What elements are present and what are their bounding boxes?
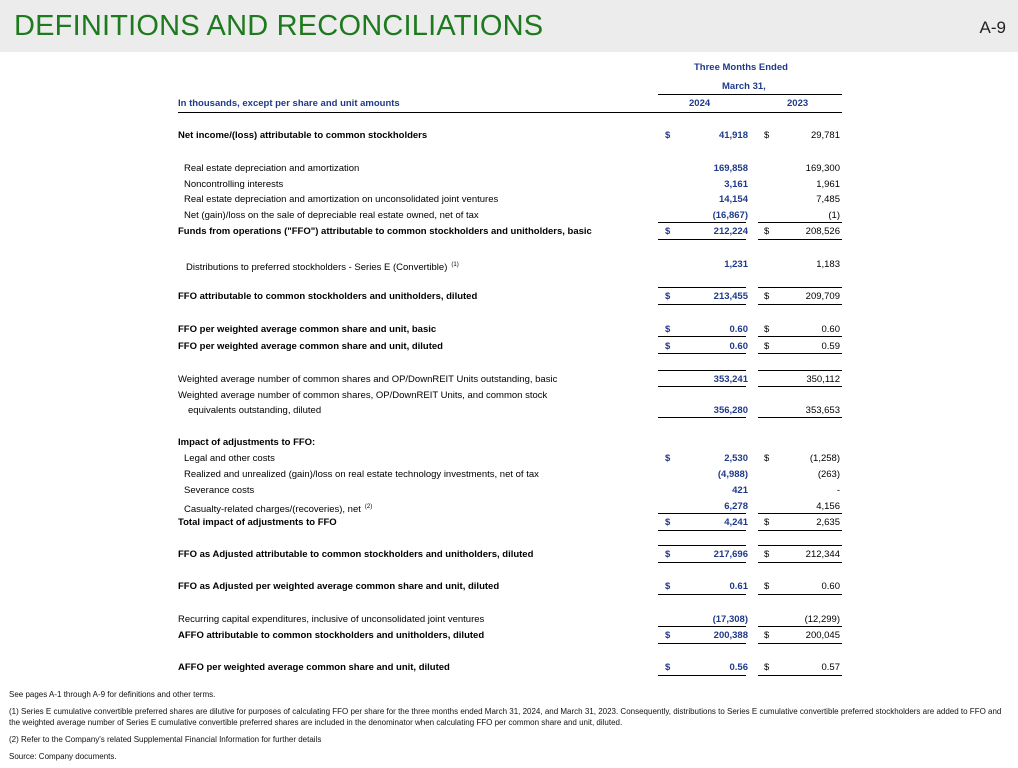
total-rule <box>758 643 842 644</box>
value-2024: (4,988) <box>717 469 748 480</box>
total-rule <box>658 336 746 337</box>
value-2023: 0.57 <box>821 662 840 673</box>
footnote-marker: (2) <box>364 504 373 510</box>
value-2024: (17,308) <box>712 614 748 625</box>
currency-symbol: $ <box>665 291 671 302</box>
currency-symbol: $ <box>665 226 671 237</box>
currency-symbol: $ <box>764 341 770 352</box>
total-rule <box>758 675 842 676</box>
footnote-see-pages: See pages A-1 through A-9 for definitions and other terms. <box>9 690 216 699</box>
total-rule <box>658 530 746 531</box>
total-rule <box>758 239 842 240</box>
currency-symbol: $ <box>665 549 671 560</box>
footnote-source: Source: Company documents. <box>9 752 117 761</box>
total-rule <box>658 239 746 240</box>
row-label: Distributions to preferred stockholders - Series E (Convertible) $^{(1)}$ <box>186 262 459 274</box>
row-label: Noncontrolling interests <box>184 179 284 190</box>
value-2023: 212,344 <box>805 549 840 560</box>
header-rule <box>658 94 842 95</box>
value-2024: 0.60 <box>729 324 748 335</box>
value-2023: 0.60 <box>821 581 840 592</box>
currency-symbol: $ <box>764 517 770 528</box>
currency-symbol: $ <box>665 453 671 464</box>
row-label: Real estate depreciation and amortization <box>184 163 360 174</box>
value-2024: 356,280 <box>713 405 748 416</box>
currency-symbol: $ <box>764 324 770 335</box>
currency-symbol: $ <box>764 130 770 141</box>
section-heading: Impact of adjustments to FFO: <box>178 437 316 448</box>
value-2023: 2,635 <box>816 517 840 528</box>
value-2023: - <box>836 485 840 496</box>
row-label: Weighted average number of common shares and OP/DownREIT Units outstanding, basic <box>178 374 558 385</box>
total-rule <box>758 336 842 337</box>
currency-symbol: $ <box>764 630 770 641</box>
value-2023: 209,709 <box>805 291 840 302</box>
table-header-rule <box>178 112 842 113</box>
period-date: March 31, <box>722 81 766 92</box>
row-label: Funds from operations ("FFO") attributable to common stockholders and unitholders, basic <box>178 226 592 237</box>
row-label: AFFO attributable to common stockholders and unitholders, diluted <box>178 630 485 641</box>
value-2023: (12,299) <box>804 614 840 625</box>
value-2024: (16,867) <box>712 210 748 221</box>
row-label: Real estate depreciation and amortization on unconsolidated joint ventures <box>184 194 499 205</box>
currency-symbol: $ <box>665 662 671 673</box>
value-2023: 1,183 <box>816 259 840 270</box>
currency-symbol: $ <box>764 291 770 302</box>
currency-symbol: $ <box>665 341 671 352</box>
subtotal-rule <box>658 370 746 371</box>
row-label: FFO attributable to common stockholders and unitholders, diluted <box>178 291 478 302</box>
subtotal-rule <box>758 370 842 371</box>
row-label: Total impact of adjustments to FFO <box>178 517 337 528</box>
currency-symbol: $ <box>764 581 770 592</box>
period-header: Three Months Ended <box>694 62 788 73</box>
row-label: Realized and unrealized (gain)/loss on real estate technology investments, net of tax <box>184 469 539 480</box>
row-label: Recurring capital expenditures, inclusive of unconsolidated joint ventures <box>178 614 485 625</box>
value-2024: 2,530 <box>724 453 748 464</box>
total-rule <box>658 562 746 563</box>
value-2024: 169,858 <box>713 163 748 174</box>
value-2024: 217,696 <box>713 549 748 560</box>
page-header <box>0 0 1018 52</box>
row-label: Net income/(loss) attributable to common stockholders <box>178 130 428 141</box>
total-rule <box>658 304 746 305</box>
footnote-1: (1) Series E cumulative convertible preferred shares are dilutive for purposes of calculating FFO per share for the three months ended March 31, 2024, and March 31, 2023. Consequently, distributions to Series E cumulative convertible preferred stockholders are added to FFO and the weighted average number of Series E cumulative convertible preferred shares are included in the denominator when calculating FFO per common share and unit, diluted. <box>9 707 1002 727</box>
row-label: FFO per weighted average common share and unit, diluted <box>178 341 443 352</box>
total-rule <box>658 594 746 595</box>
value-2023: 208,526 <box>805 226 840 237</box>
value-2024: 421 <box>732 485 748 496</box>
currency-symbol: $ <box>665 130 671 141</box>
currency-symbol: $ <box>665 517 671 528</box>
row-label: AFFO per weighted average common share and unit, diluted <box>178 662 450 673</box>
value-2024: 200,388 <box>713 630 748 641</box>
subtotal-rule <box>758 545 842 546</box>
currency-symbol: $ <box>665 324 671 335</box>
total-rule <box>658 353 746 354</box>
value-2023: 200,045 <box>805 630 840 641</box>
row-label: FFO per weighted average common share and unit, basic <box>178 324 437 335</box>
value-2024: 353,241 <box>713 374 748 385</box>
row-label: Weighted average number of common shares, OP/DownREIT Units, and common stock <box>178 390 548 401</box>
subtotal-rule <box>658 513 746 514</box>
units-label: In thousands, except per share and unit amounts <box>178 98 400 109</box>
value-2023: 169,300 <box>805 163 840 174</box>
value-2024: 6,278 <box>724 501 748 512</box>
value-2023: (263) <box>817 469 840 480</box>
value-2024: 212,224 <box>713 226 748 237</box>
value-2023: 0.59 <box>821 341 840 352</box>
value-2024: 1,231 <box>724 259 748 270</box>
subtotal-rule <box>758 626 842 627</box>
subtotal-rule <box>758 417 842 418</box>
page-title: DEFINITIONS AND RECONCILIATIONS <box>14 10 544 42</box>
subtotal-rule <box>658 545 746 546</box>
row-label: equivalents outstanding, diluted <box>188 405 322 416</box>
page-number: A-9 <box>979 18 1006 37</box>
row-label: Severance costs <box>184 485 255 496</box>
value-2023: 29,781 <box>810 130 840 141</box>
value-2024: 0.61 <box>729 581 748 592</box>
footnote-marker: (1) <box>451 262 459 268</box>
subtotal-rule <box>658 386 746 387</box>
row-label: FFO as Adjusted per weighted average common share and unit, diluted <box>178 581 500 592</box>
currency-symbol: $ <box>764 662 770 673</box>
subtotal-rule <box>658 417 746 418</box>
currency-symbol: $ <box>665 630 671 641</box>
subtotal-rule <box>658 626 746 627</box>
value-2024: 213,455 <box>713 291 748 302</box>
value-2024: 14,154 <box>718 194 748 205</box>
row-label: Net (gain)/loss on the sale of depreciable real estate owned, net of tax <box>184 210 479 221</box>
total-rule <box>758 304 842 305</box>
total-rule <box>758 353 842 354</box>
total-rule <box>758 594 842 595</box>
subtotal-rule <box>758 513 842 514</box>
value-2023: 353,653 <box>805 405 840 416</box>
currency-symbol: $ <box>764 549 770 560</box>
subtotal-rule <box>758 386 842 387</box>
footnote-2: (2) Refer to the Company's related Supplemental Financial Information for further details <box>9 735 322 744</box>
total-rule <box>658 675 746 676</box>
total-rule <box>658 643 746 644</box>
value-2023: 7,485 <box>816 194 840 205</box>
column-2023: 2023 <box>787 98 809 109</box>
value-2023: 0.60 <box>821 324 840 335</box>
value-2024: 4,241 <box>724 517 748 528</box>
subtotal-rule <box>758 222 842 223</box>
currency-symbol: $ <box>764 226 770 237</box>
value-2023: 4,156 <box>816 501 840 512</box>
value-2023: (1) <box>828 210 840 221</box>
currency-symbol: $ <box>665 581 671 592</box>
total-rule <box>758 562 842 563</box>
subtotal-rule <box>758 287 842 288</box>
value-2024: 41,918 <box>718 130 748 141</box>
currency-symbol: $ <box>764 453 770 464</box>
row-label: Legal and other costs <box>184 453 275 464</box>
subtotal-rule <box>658 287 746 288</box>
row-label: FFO as Adjusted attributable to common stockholders and unitholders, diluted <box>178 549 534 560</box>
value-2023: 1,961 <box>816 179 840 190</box>
column-2024: 2024 <box>689 98 711 109</box>
value-2024: 3,161 <box>724 179 748 190</box>
value-2023: (1,258) <box>809 453 840 464</box>
value-2023: 350,112 <box>806 374 840 385</box>
subtotal-rule <box>658 222 746 223</box>
value-2024: 0.60 <box>729 341 748 352</box>
row-label: Casualty-related charges/(recoveries), net $^{(2)}$ <box>184 504 373 516</box>
value-2024: 0.56 <box>729 662 748 673</box>
total-rule <box>758 530 842 531</box>
